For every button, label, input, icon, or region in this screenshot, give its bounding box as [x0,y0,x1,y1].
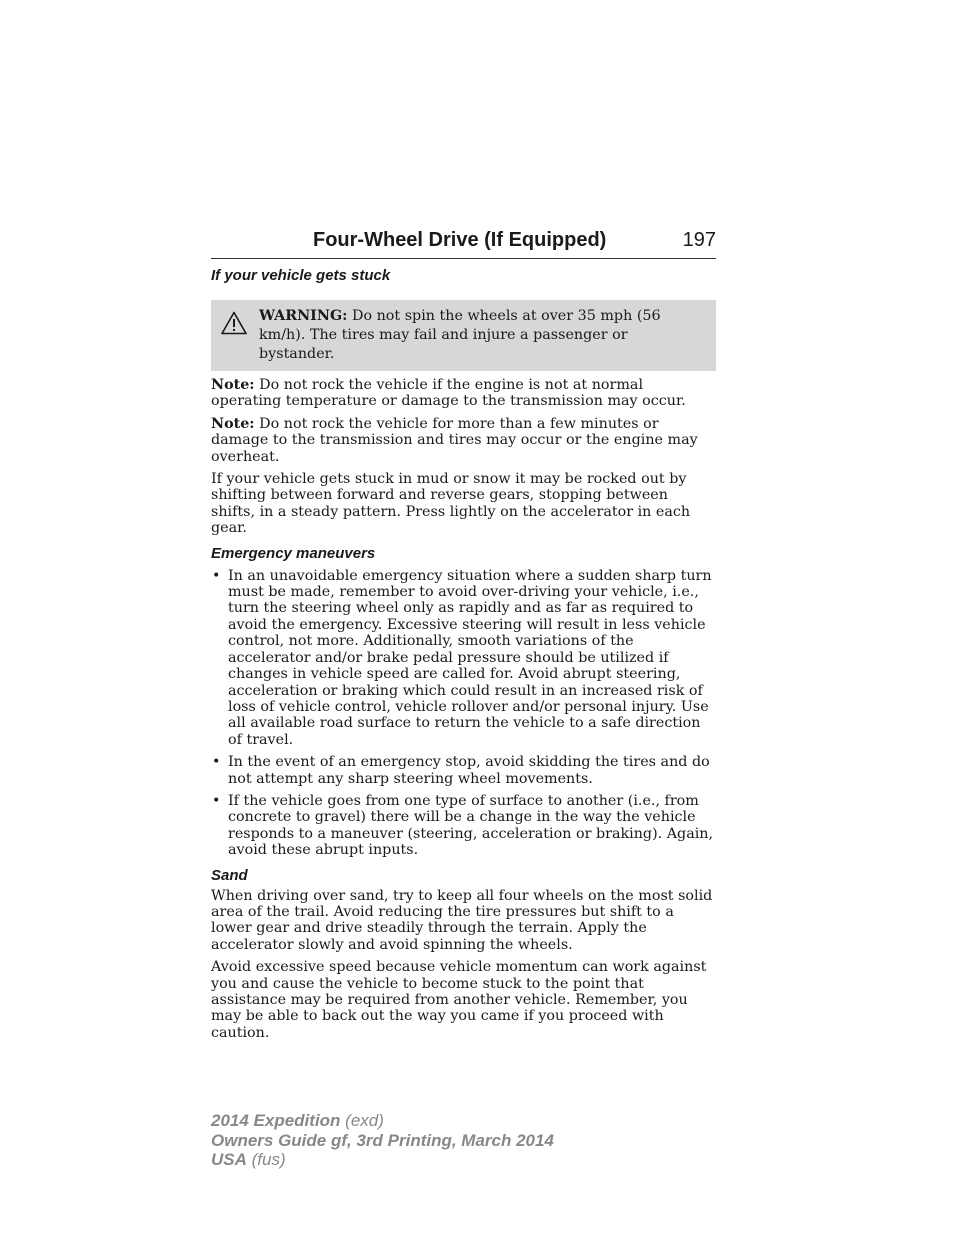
list-item [211,793,716,859]
warning-triangle-icon [221,311,247,335]
section-heading-sand: Sand [211,866,248,884]
note-text: Do not rock the vehicle if the engine is not at normal operating temperature or damage to the transmission may occur. [211,377,686,410]
emergency-list [211,568,716,859]
note-label: Note: [211,415,255,432]
page-header [211,229,716,259]
list-item [211,568,716,748]
list-item-text: If the vehicle goes from one type of surface to another (i.e., from concrete to gravel) there will be a change in the way the vehicle responds to a maneuver (steering, acceleration or braking). Again, avoid these abrupt inputs. [228,792,714,859]
sand-paragraph-1: When driving over sand, try to keep all four wheels on the most solid area of the trail. Avoid reducing the tire pressures but shift to a lower gear and drive steadily through the terrain. Apply the accelerator slowly and avoid spinning the wheels. [211,887,713,953]
footer-line-model [211,1111,554,1131]
stuck-paragraph: If your vehicle gets stuck in mud or snow it may be rocked out by shifting between forward and reverse gears, stopping between shifts, in a steady pattern. Press lightly on the accelerator in each gear. [211,471,691,537]
note-engine-temp [211,377,716,410]
list-item-text: In the event of an emergency stop, avoid skidding the tires and do not attempt any sharp steering wheel movements. [228,754,710,787]
warning-label: WARNING: [259,308,348,324]
note-rocking-duration [211,416,716,465]
footer-line-market [211,1150,554,1170]
list-item-text: In an unavoidable emergency situation where a sudden sharp turn must be made, remember to avoid over-driving your vehicle, i.e., turn the steering wheel only as rapidly and as far as required to avoid the emergency. Excessive steering will result in less vehicle control, not more. Additionally, smooth variations of the accelerator and/or brake pedal pressure should be utilized if changes in vehicle speed are called for. Avoid abrupt steering, acceleration or braking which could result in an increased risk of loss of vehicle control, vehicle rollover and/or personal injury. Use all available road surface to return the vehicle to a safe direction of travel. [228,567,712,748]
bullet-glyph: • [212,792,221,809]
footer-model: 2014 Expedition [211,1111,341,1130]
chapter-title: Four-Wheel Drive (If Equipped) [313,229,607,251]
footer-market: USA [211,1150,247,1169]
bullet-glyph: • [212,567,221,584]
page-number: 197 [682,229,716,251]
list-item [211,754,716,787]
footer-edition: Owners Guide gf, 3rd Printing, March 2014 [211,1130,554,1150]
note-text: Do not rock the vehicle for more than a few minutes or damage to the transmission and tires may occur or the engine may overheat. [211,415,698,465]
footer-line-edition [211,1131,554,1151]
bullet-glyph: • [212,754,221,771]
note-label: Note: [211,377,255,393]
footer-model-code: (exd) [345,1111,384,1130]
section-heading-stuck: If your vehicle gets stuck [211,267,391,284]
footer-market-code: (fus) [251,1150,286,1169]
sand-paragraph-2: Avoid excessive speed because vehicle momentum can work against you and cause the vehicle to become stuck to the point that assistance may be required from another vehicle. Remember, you may be able to back out the way you came if you proceed with caution. [211,959,707,1041]
warning-box [211,300,716,371]
page-content [211,229,716,1041]
document-footer [211,1111,554,1170]
section-heading-emergency: Emergency maneuvers [211,544,376,562]
warning-text [259,307,706,364]
warning-body: Do not spin the wheels at over 35 mph (56 km/h). The tires may fail and injure a passenger or bystander. [259,308,661,362]
